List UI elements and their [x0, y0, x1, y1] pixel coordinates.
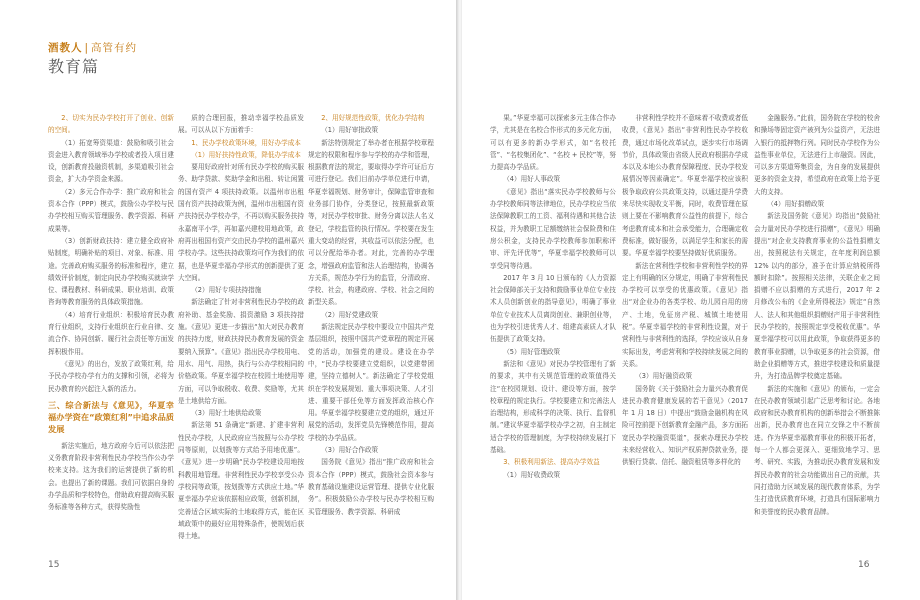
- paragraph: 新法规定民办学校中要设立中国共产党基层组织，按照中国共产党章程的规定开展党的活动，加强党的建设。建设在办学中，“民办学校要建立党组织，以党建带团建，坚持立德树人”。新法确定了学校党组织在学校发展规划、重大事项决策、人才引进、重要干部任免等方面发挥政治核心作用。华夏幸福学校要建立党的组织，通过开展党的活动，发挥党员先锋模范作用，提高学校的办学品质。: [308, 323, 434, 442]
- page-number-right: 16: [858, 560, 870, 570]
- right-column-1: [490, 112, 616, 481]
- right-page: [462, 0, 920, 600]
- left-page: [0, 0, 458, 600]
- paragraph: 新法第 51 条确定“新建、扩建非营利性民办学校，人民政府应当按照与公办学校同等原则，以划拨等方式给予用地优惠”。《意见》进一步明确“民办学校建设用地按科教用地管理。非营利性民办学校享受公办学校同等政策，按划拨等方式供应土地。”华夏幸福办学应该依据相应政策，创新机制，完善适合区域实际的土地取得方式，能在区域政策中的最好应用特殊条件，使规划后获得土地。: [178, 421, 304, 541]
- section-heading: 三、综合新法与《意见》，华夏幸福办学资在“政策红利”中追求品质发展: [48, 399, 174, 435]
- subheading: （3）用好合作政策: [321, 446, 379, 455]
- subheading: （3）用好融资政策: [635, 372, 693, 381]
- subheading: （3）用好土地供给政策: [191, 409, 262, 418]
- subheading: （1）用好扶持性政策，降低办学成本: [191, 150, 301, 159]
- left-column-2: [178, 112, 304, 542]
- paragraph: 2017 年 3 月 10 日颁布的《人力资源社会保障部关于支持和鼓励事业单位专业技术人员创新创业的指导意见》，明确了事业单位专业技术人员离岗创业、兼职创业等，也为学校引进优秀人才、组建高素质人才队伍提供了政策支持。: [490, 273, 616, 344]
- subheading: 2、切实为民办学校打开了创业、创新的空间。: [48, 114, 174, 135]
- paragraph: 新法及国务院《意见》均指出“鼓励社会力量对民办学校进行捐赠”，《意见》明确提出“对企业支持教育事业的公益性捐赠支出，按照税法有关规定，在年度利润总额 12% 以内的部分，准予在计算应纳税所得额时扣除”。按照相关法律，关联企业之间捐赠不应以捐赠的方式进行，2017 年 2 月修改公布的《企业所得税法》规定“自然人、法人和其他组织捐赠财产用于非营利性民办学校的，按照规定享受税收优惠”。华夏幸福学校可以用此政策，争取获得更多的教育事业捐赠，以争取更多的社会资源，借助企业捐赠等方式，推进学校建设和质量提升，为打造品牌学校奠定基础。: [754, 212, 880, 381]
- paragraph: 国务院《关于鼓励社会力量兴办教育促进民办教育健康发展的若干意见》（2017 年 1 月 18 日）中提出“鼓励金融机构在风险可控前提下创新教育金融产品，多方面拓宽民办学校融资渠道”，探索办理民办学校未来经营收入、知识产权质押贷款业务，提供银行贷款、信托、融资租赁等多样化的: [622, 384, 748, 467]
- brand-label: 酒教人: [48, 42, 83, 54]
- paragraph: （2）多元合作办学：推广政府和社会资本合作（PPP）模式，鼓励公办学校与民办学校相互购买管理服务、教学资源、科研成果等。: [48, 187, 174, 233]
- paragraph: 《意见》的出台，发放了政策红利，给予民办学校办学有力的支撑和引领，必将为民办教育的兴起注入新的活力。: [48, 359, 174, 393]
- header-tag: [48, 40, 137, 55]
- left-column-3: [308, 112, 434, 518]
- paragraph: （3）创新财政扶持：建立健全政府补贴制度，明确补贴的项目、对象、标准、用途。完善政府购买服务的标准和程序，建立绩效评价制度，制定向民办学校购买就读学位、课程教材、科研成果、职业培训、政策咨询等教育服务的具体政策措施。: [48, 236, 174, 307]
- paragraph: 新法在营利性学校和非营利性学校的界定上有明确的区分规定，明确了非营利性民办学校可以享受的优惠政策。《意见》指出“对企业办的各类学校、幼儿园自用的房产、土地，免征房产税、城镇土地使用税”。华夏幸福学校的非营利性设置，对于营利性与非营利性的选择，学校应该从自身实际出发，考虑营利和学校持续发展之间的关系。: [622, 261, 748, 368]
- subheading: （4）用好人事政策: [503, 175, 561, 184]
- section-title: 教育篇: [48, 57, 100, 76]
- right-column-2: [622, 112, 748, 469]
- paragraph: 新法实施后，地方政府今后可以依法把义务教育阶段非营利性民办学校当作公办学校来支持。这为我们的运营提供了新的机会。也提出了新的课题。我们可依据自身的办学品质和学校特色，借助政府提高购买服务标准等各种方式，获得奖励性: [48, 441, 174, 512]
- right-column-3: [754, 112, 880, 518]
- subheading: 3、积极利用新法、提高办学效益: [503, 458, 600, 467]
- paragraph: （4）培育行业组织：积极培育民办教育行业组织，支持行业组织在行业自律、交流合作、协同创新、履行社会责任等方面发挥积极作用。: [48, 310, 174, 356]
- paragraph: 新法确定了针对非营利性民办学校的政府补助、基金奖励、捐资激励 3 项扶持措施。《意见》更进一步描出“加大对民办教育的扶持力度，财政扶持民办教育发展的资金要纳入预算”。《意见》指出民办学校用电、用水、用气、用热，执行与公办学校相同的价格政策。华夏幸福学校在校园土地使用等方面，可以争取税收、收费、奖励等，尤其是土地供给方面。: [178, 298, 304, 405]
- page-number-left: 15: [48, 560, 60, 570]
- subheading: （2）用好党建政策: [321, 310, 379, 319]
- paragraph: 新法特别规定了举办者在根据学校章程规定的权限和程序参与学校的办学和管理，根据教育法的规定，要取得办学许可证后方可进行登记。我们目前办学单位进行申请，华夏幸福规划、财务审计，保障监管审查和业务部门协作，分类登记，按照最新政策等，对民办学校审批、财务分离以法人名义登记，学校监管的执行情况。学校要在发生重大变动的经营，其收益可以依法分配，也可以分配给举办者。对此，完善的办学理念，增强政府监管和法人治理结构，协调各方关系，规范办学行为的监管，分清政府、学校、社会，构建政府、学校、社会之间的新型关系。: [308, 138, 434, 307]
- paragraph: 新法的实施和《意见》的颁布，一定会在民办教育领域引起广泛思考和讨论。各地政府和民办教育机构的创新举措会不断推陈出新，民办教育也在同立交锋之中不断前进。作为华夏幸福教育事业的积极开拓者，每一个人都会更深入、更细致地学习、思考、研究、实践，为推动民办教育发展和发挥民办教育的社会功能做出自己的贡献，共同打造助力区域发展的现代教育体系，为学生打造优质教育环境，打造具有国际影响力和美誉度的民办教育品牌。: [754, 384, 880, 516]
- paragraph: 果。”华夏幸福可以探索多元主体合作办学，尤其是在名校合作形式的多元化方面，可以有更多的新办学形式，如“名校托管”、“名校集团化”、“名校 + 民校”等，努力提高办学品质。: [490, 114, 616, 172]
- paragraph: 国务院《意见》指出“推广政府和社会资本合作（PPP）模式，鼓励社会资本参与教育基础设施建设运营管理、提供专业化服务”。积极鼓励公办学校与民办学校相互购买管理服务、教学资源、科研成: [308, 458, 434, 516]
- header-divider: |: [84, 42, 90, 54]
- paragraph: 要用好政府针对所有民办学校的购买服务、助学贷款、奖助学金和出租、转让闲置的国有资产 4 项扶持政策。以温州市出租国有资产扶持政策为例，温州市出租国有资产扶持民办学校办学，不再以购买服务扶持永嘉南平小学，再如嘉兴建校用地政策，政府再出租国有资产交由民办学校的温州嘉兴学校办学。这些扶持政策均可作为我们的依据，也是华夏幸福办学形式的创新提供了更大空间。: [178, 163, 304, 282]
- left-column-1: [48, 112, 174, 514]
- subheading: （2）用好专项扶持措施: [191, 286, 262, 295]
- paragraph: 质的合理回报，推动幸福学校品质发展。可以从以下方面着手：: [178, 114, 304, 135]
- subheading: （1）用好审批政策: [321, 126, 379, 135]
- paragraph: 新法和《意见》对民办学校管理有了新的要求，其中有关规范管理的政策值得关注“在校园规划、设计、建设等方面，按学校章程的规定执行。学校要建立和完善法人治理结构，形成科学的决策、执行、监督机制。”建议华夏幸福学校办学之初，自主制定适合学校的管理制度，为学校持续发展打下基础。: [490, 359, 616, 455]
- header-tagline: 高管有约: [91, 42, 138, 54]
- subheading: 1、民办学校政策环境，用好办学成本: [191, 138, 301, 147]
- subheading: （1）用好收费政策: [503, 470, 561, 479]
- paragraph: 非营利性学校并不意味着不收费或者低收费，《意见》指出“非营利性民办学校收费，通过市场化改革试点，逐步实行市场调节价，具体政策由省级人民政府根据办学成本以及本地公办教育保障程度、民办学校发展情况等因素确定”。华夏幸福学校应该积极争取政府公共政策支持，以通过提升学费来尽快实现收支平衡，同时，收费管理在原则上要在不影响教育公益性的前提下，综合考虑教育成本和社会承受能力，合理确定收费标准，做好服务，以满足学生和家长的需要。华夏幸福学校要坚持做好优质服务。: [622, 114, 748, 258]
- paragraph: （1）拓宽筹资渠道：鼓励和吸引社会资金进入教育领域举办学校或者投入项目建设，创新教育投融资机制，多渠道吸引社会资金，扩大办学资金来源。: [48, 138, 174, 184]
- paragraph: 金融服务。”此前，国务院在学校的校舍和操场等固定资产被列为公益资产，无法进入银行的抵押物行列。同时民办学校作为公益性事业单位，无法进行上市融资。因此，可以多方渠道筹集资金，为自身的发展提供更多的资金支持，希望政府在政策上给予更大的支持。: [754, 114, 880, 196]
- subheading: （5）用好管理政策: [503, 347, 561, 356]
- paragraph: 《意见》指出“落实民办学校教师与公办学校教师同等法律地位，民办学校应当依法保障教职工的工资、福利待遇和其他合法权益，并为教职工足额缴纳社会保险费和住房公积金，支持民办学校教师参加职称评审、评先评优等”，华夏幸福学校教师可以享受同等待遇。: [490, 187, 616, 270]
- subheading: 2、用好规范性政策，优化办学结构: [321, 114, 425, 122]
- subheading: （4）用好捐赠政策: [767, 200, 825, 209]
